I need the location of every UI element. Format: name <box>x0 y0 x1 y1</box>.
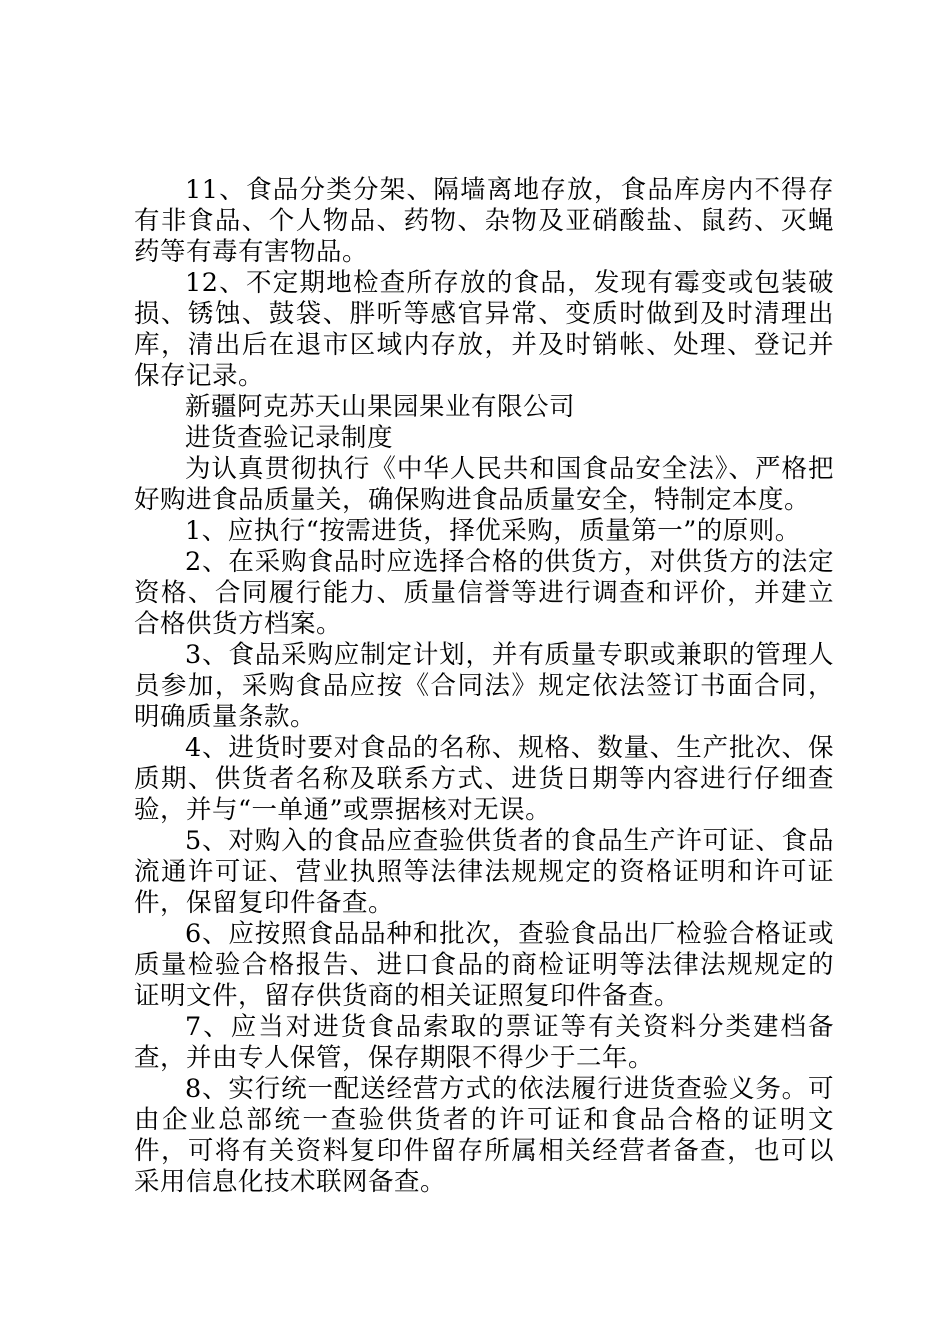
rule-11-paragraph: 11、食品分类分架、隔墙离地存放，食品库房内不得存有非食品、个人物品、药物、杂物及亚硝酸盐、鼠药、灭蝇药等有毒有害物品。 <box>134 175 834 267</box>
item-6-paragraph: 6、应按照食品品种和批次，查验食品出厂检验合格证或质量检验合格报告、进口食品的商检证明等法律法规规定的证明文件，留存供货商的相关证照复印件备查。 <box>134 919 834 1011</box>
inspection-record-section <box>134 392 834 1198</box>
storage-rules-section <box>134 175 834 392</box>
rule-12-paragraph: 12、不定期地检查所存放的食品，发现有霉变或包装破损、锈蚀、鼓袋、胖听等感官异常、变质时做到及时清理出库，清出后在退市区域内存放，并及时销帐、处理、登记并保存记录。 <box>134 268 834 391</box>
item-5-paragraph: 5、对购入的食品应查验供货者的食品生产许可证、食品流通许可证、营业执照等法律法规规定的资格证明和许可证件，保留复印件备查。 <box>134 826 834 918</box>
company-name: 新疆阿克苏天山果园果业有限公司 <box>185 392 576 422</box>
intro-paragraph: 为认真贯彻执行《中华人民共和国食品安全法》、严格把好购进食品质量关，确保购进食品质量安全，特制定本度。 <box>134 454 834 515</box>
item-1-paragraph: 1、应执行“按需进货，择优采购，质量第一”的原则。 <box>185 516 801 546</box>
item-4-paragraph: 4、进货时要对食品的名称、规格、数量、生产批次、保质期、供货者名称及联系方式、进货日期等内容进行仔细查验，并与“一单通”或票据核对无误。 <box>134 733 834 825</box>
item-7-paragraph: 7、应当对进货食品索取的票证等有关资料分类建档备查，并由专人保管，保存期限不得少于二年。 <box>134 1012 834 1073</box>
item-2-paragraph: 2、在采购食品时应选择合格的供货方，对供货方的法定资格、合同履行能力、质量信誉等进行调查和评价，并建立合格供货方档案。 <box>134 547 834 639</box>
document-title: 进货查验记录制度 <box>185 423 394 453</box>
item-8-paragraph: 8、实行统一配送经营方式的依法履行进货查验义务。可由企业总部统一查验供货者的许可证和食品合格的证明文件，可将有关资料复印件留存所属相关经营者备查，也可以采用信息化技术联网备查。 <box>134 1074 834 1197</box>
item-3-paragraph: 3、食品采购应制定计划，并有质量专职或兼职的管理人员参加，采购食品应按《合同法》规定依法签订书面合同，明确质量条款。 <box>134 640 834 732</box>
